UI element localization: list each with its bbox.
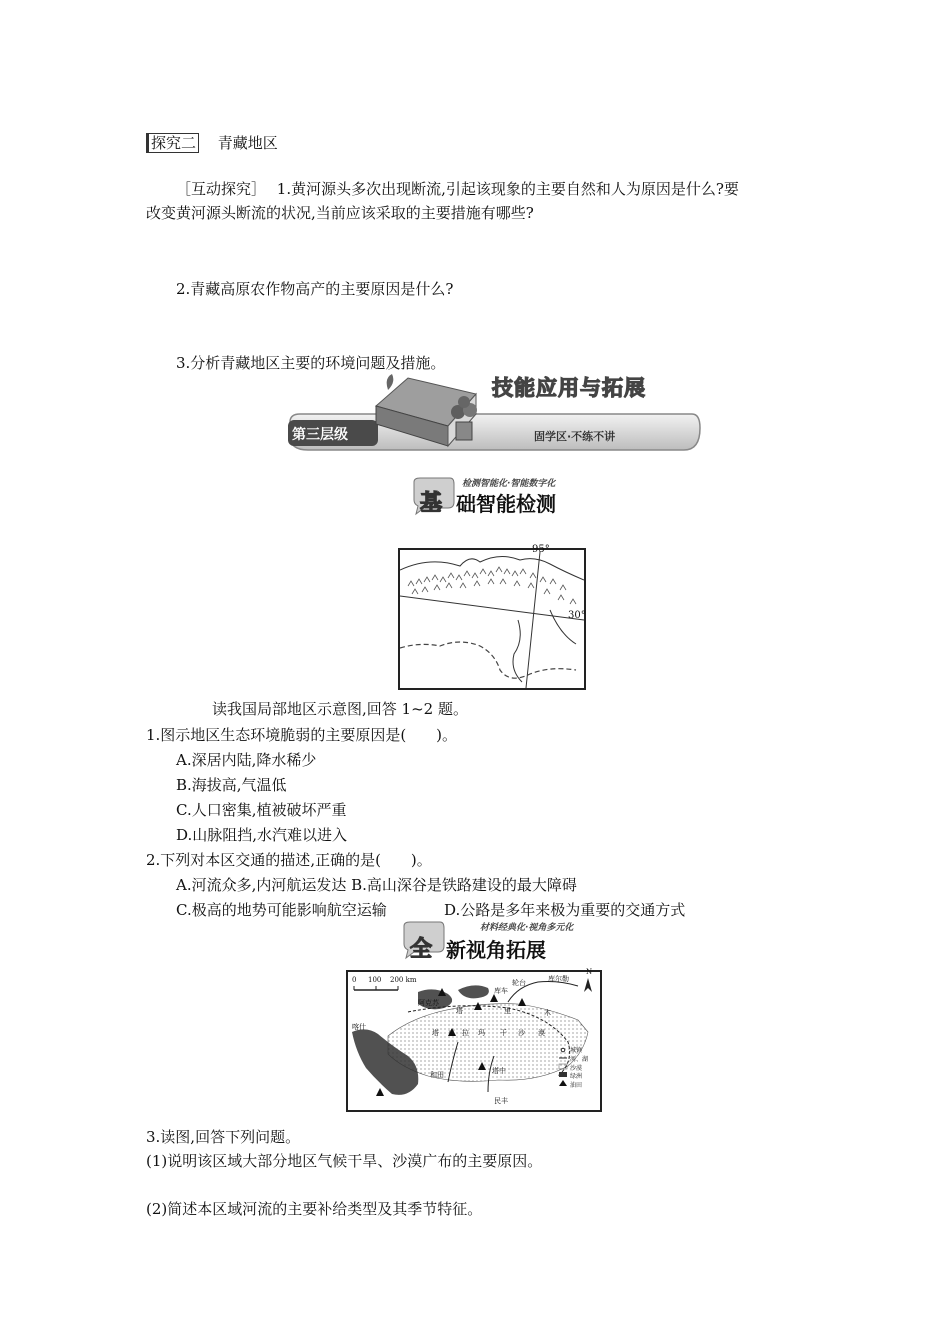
place-korla: 库尔勒: [548, 975, 569, 983]
legend-town: 城镇: [570, 1047, 583, 1054]
legend-river: 河、湖: [570, 1056, 589, 1063]
regional-map-graphic: [400, 550, 584, 688]
place-kuche: 库车: [494, 987, 508, 995]
q3-part1: (1)说明该区域大部分地区气候干旱、沙漠广布的主要原因。: [146, 1152, 543, 1170]
q2-option-c: C.极高的地势可能影响航空运输: [176, 901, 387, 919]
q1-option-c: C.人口密集,植被破坏严重: [176, 801, 347, 819]
scale-200: 200 km: [390, 976, 417, 984]
place-mu: 木: [544, 1009, 551, 1017]
place-minfeng: 民丰: [494, 1097, 508, 1105]
tarim-map: [346, 970, 602, 1112]
level-banner: [288, 372, 702, 458]
latitude-label: 30°: [568, 610, 586, 621]
scale-100: 100: [368, 976, 382, 984]
place-ta: 塔: [456, 1007, 463, 1015]
q3-stem: 3.读图,回答下列问题。: [146, 1128, 301, 1146]
place-hotan: 和田: [430, 1071, 444, 1079]
border-dashed: [400, 642, 576, 678]
new-view-char: 全: [410, 937, 433, 962]
place-aksu: 阿克苏: [418, 999, 439, 1007]
q2-stem: 2.下列对本区交通的描述,正确的是( )。: [146, 851, 432, 869]
scale-bar: [354, 986, 398, 990]
tarim-map-graphic: [348, 972, 600, 1110]
legend-oilfield: 油田: [570, 1082, 583, 1089]
place-luntai: 轮台: [512, 979, 526, 987]
section-tag: 探究二: [146, 133, 199, 153]
mountain-symbols: [408, 567, 576, 604]
section-heading: [146, 132, 278, 153]
desert-gan: 干: [500, 1029, 507, 1037]
desert-ta: 塔: [432, 1029, 439, 1037]
north-arrow-icon: [584, 978, 592, 992]
inquiry-label: ［互动探究］: [176, 180, 267, 198]
inquiry-q2: 2.青藏高原农作物高产的主要原因是什么?: [176, 280, 454, 298]
banner-level: 第三层级: [292, 427, 348, 443]
latitude-line: [400, 596, 584, 620]
q2-options-ab: A.河流众多,内河航运发达 B.高山深谷是铁路建设的最大障碍: [176, 876, 577, 894]
desert-ke: 克: [448, 1029, 455, 1037]
desert-mo: 漠: [538, 1029, 545, 1037]
place-tazhong: 塔中: [492, 1067, 506, 1075]
q1-option-d: D.山脉阻挡,水汽难以进入: [176, 826, 348, 844]
new-view-title: 新视角拓展: [446, 938, 546, 962]
north-label: N: [586, 968, 593, 976]
basic-title: 础智能检测: [456, 492, 556, 516]
regional-map: [398, 544, 586, 690]
inquiry-q3: 3.分析青藏地区主要的环境问题及措施。: [176, 354, 446, 372]
banner-subtitle: 固学区·不练不讲: [534, 430, 616, 443]
q3-part2: (2)简述本区域河流的主要补给类型及其季节特征。: [146, 1200, 483, 1218]
q1-option-a: A.深居内陆,降水稀少: [176, 751, 317, 769]
reading-prompt: 读我国局部地区示意图,回答 1~2 题。: [212, 700, 468, 718]
longitude-label: 95°: [532, 544, 550, 555]
inquiry-q1-line1: ［互动探究］ 1.黄河源头多次出现断流,引起该现象的主要自然和人为原因是什么?要: [176, 180, 739, 198]
basic-check-header: [410, 476, 590, 516]
scale-0: 0: [352, 976, 357, 984]
q1-option-b: B.海拔高,气温低: [176, 776, 287, 794]
section-title: 青藏地区: [217, 134, 278, 152]
desert-ma: 玛: [478, 1029, 485, 1037]
place-li: 里: [504, 1007, 511, 1015]
inquiry-q1-line2: 改变黄河源头断流的状况,当前应该采取的主要措施有哪些?: [146, 204, 534, 222]
legend-oasis: 绿洲: [570, 1073, 583, 1080]
desert-la: 拉: [462, 1029, 469, 1037]
desert-sha: 沙: [518, 1029, 525, 1037]
new-view-slogan: 材料经典化·视角多元化: [480, 923, 574, 933]
desert-area: [388, 1004, 588, 1082]
q1-stem: 1.图示地区生态环境脆弱的主要原因是( )。: [146, 726, 458, 744]
basic-slogan: 检测智能化·智能数字化: [462, 479, 556, 489]
banner-title: 技能应用与拓展: [492, 376, 646, 400]
legend-desert: 沙漠: [570, 1065, 583, 1072]
place-kashgar: 喀什: [352, 1023, 366, 1031]
basic-char: 基: [420, 491, 443, 516]
q2-option-d: D.公路是多年来极为重要的交通方式: [444, 901, 686, 919]
new-view-header: [400, 920, 590, 960]
